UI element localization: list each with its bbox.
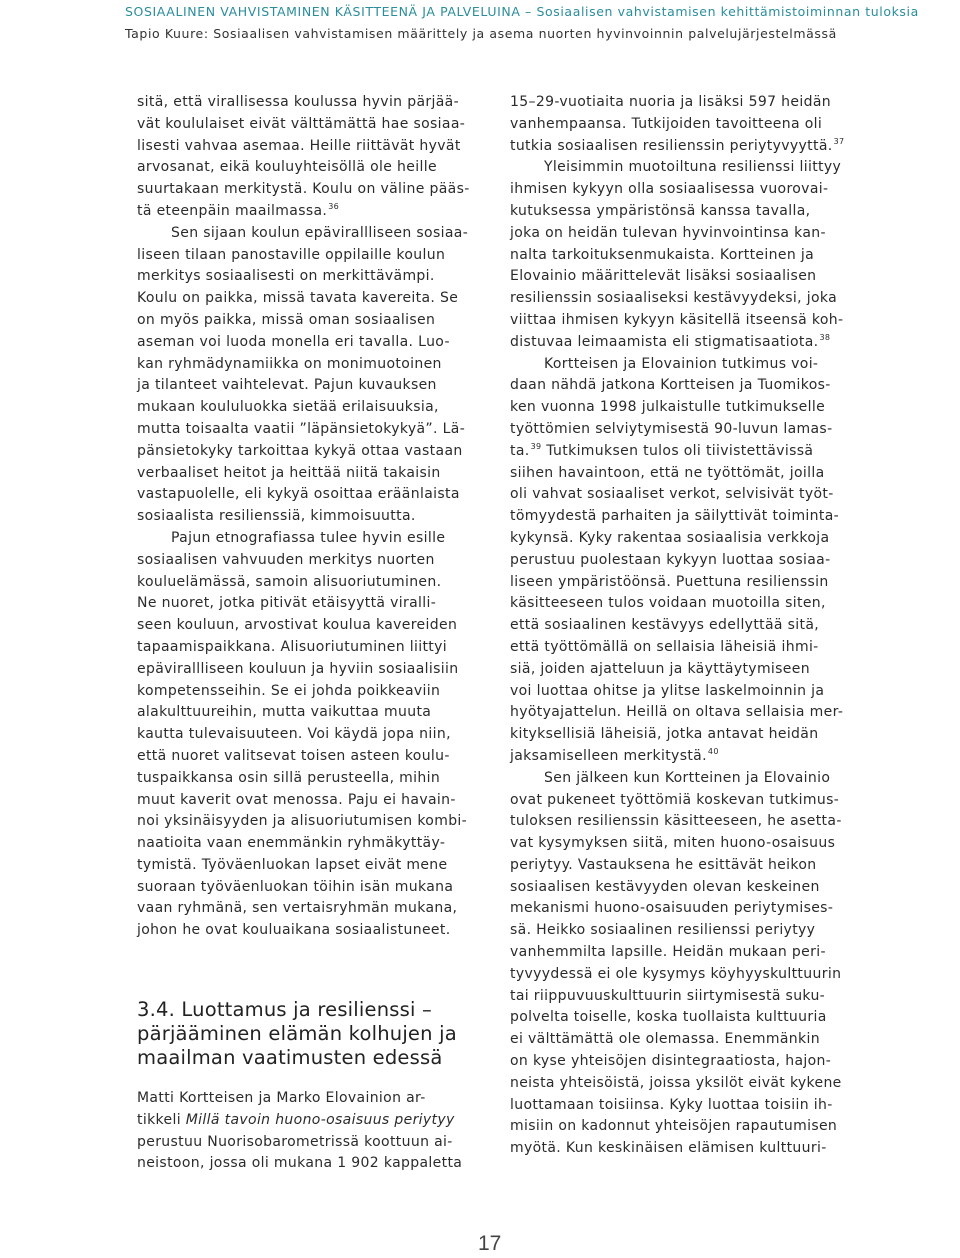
text-line: tymistä. Työväenluokan lapset eivät mene — [137, 856, 448, 873]
text-line: Elovainio määrittelevät lisäksi sosiaalisen — [510, 268, 817, 285]
text-line: liseen ympäristöönsä. Puettuna resilienssin — [510, 573, 829, 590]
text-line: vastapuolelle, eli kykyä osoittaa eräänlaista — [137, 486, 460, 503]
footnote-ref: 40 — [707, 746, 719, 756]
footnote-ref: 37 — [833, 136, 845, 146]
text-line: kityksellisiä läheisiä, jotka antavat heidän — [510, 726, 819, 743]
text-line: käsitteeseen tulos voidaan muotoilla siten, — [510, 595, 826, 612]
text-line: johon he ovat kouluaikana sosiaalistuneet. — [137, 922, 451, 939]
footnote-ref: 39 — [530, 441, 542, 451]
text-line: Ne nuoret, jotka pitivät etäisyyttä viralli- — [137, 595, 437, 612]
publication-title: SOSIAALINEN VAHVISTAMINEN KÄSITTEENÄ JA PALVELUINA – Sosiaalisen vahvistamisen kehittämistoiminnan tuloksia — [125, 4, 919, 19]
text-line: tapaamispaikkana. Alisuoriutuminen liittyi — [137, 638, 448, 655]
text-line: että sosiaalinen kestävyys edellyttää sitä, — [510, 617, 820, 634]
text-line: ei välttämättä ole olemassa. Enemmänkin — [510, 1031, 820, 1048]
text-line: sosiaalista resilienssiä, kimmoisuutta. — [137, 508, 416, 525]
running-header — [125, 4, 945, 42]
text-line: alakulttuureihin, mutta vaikuttaa muuta — [137, 704, 432, 721]
text-line: perustuu Nuorisobarometrissä koottuun ai- — [137, 1133, 453, 1150]
text-line: ihmisen kykyyn olla sosiaalisessa vuorovai- — [510, 181, 829, 198]
left-column — [137, 92, 482, 1175]
text-line: oli vahvat sosiaaliset verkot, selvisivät työt- — [510, 486, 834, 503]
text-line: Yleisimmin muotoiltuna resilienssi liittyy — [544, 159, 842, 176]
text-line: siihen havaintoon, että ne työttömät, joilla — [510, 464, 825, 481]
text-line: ovat pukeneet työttömiä koskevan tutkimus- — [510, 791, 840, 808]
heading-line: pärjääminen elämän kolhujen ja — [137, 1022, 457, 1046]
text-line: 15–29-vuotiaita nuoria ja lisäksi 597 heidän — [510, 94, 831, 110]
heading-line: maailman vaatimusten edessä — [137, 1046, 443, 1070]
page-number: 17 — [478, 1232, 502, 1255]
text-line: Sen jälkeen kun Kortteinen ja Elovainio — [544, 769, 831, 786]
text-line: noi yksinäisyyden ja alisuoriutumisen kombi- — [137, 813, 468, 830]
text-line: tömyydestä parhaiten ja säilyttivät toiminta- — [510, 508, 840, 525]
text-line: vät koululaiset eivät välttämättä hae sosiaa- — [137, 115, 466, 132]
text-line: pänsietokyky tarkoittaa kykyä ottaa vastaan — [137, 442, 463, 459]
text-line: naatioita vaan enemmänkin ryhmäkyttäy- — [137, 835, 446, 852]
text-line: jaksamiselleen merkitystä.$^{40}$ — [510, 746, 719, 764]
text-line: kan ryhmädynamiikka on monimuotoinen — [137, 355, 442, 372]
text-line: Matti Kortteisen ja Marko Elovainion ar- — [137, 1090, 426, 1107]
text-line: seen kouluun, arvostivat koulua kavereiden — [137, 617, 458, 634]
text-line: neista yhteisöistä, joissa yksilöt eivät kykene — [510, 1074, 842, 1091]
text-line: sä. Heikko sosiaalinen resilienssi periytyy — [510, 922, 816, 939]
text-line: tikkeli Millä tavoin huono-osaisuus periytyy — [137, 1111, 455, 1128]
text-line: suurtakaan merkitystä. Koulu on väline pääs- — [137, 181, 470, 198]
text-line: perustuu puolestaan kykyyn luottaa sosiaa- — [510, 551, 831, 568]
text-line: resilienssin sosiaaliseksi kestävyydeksi, joka — [510, 290, 838, 307]
text-line: tai riippuvuuskulttuurin siirtymisestä suku- — [510, 987, 826, 1004]
heading-line: 3.4. Luottamus ja resilienssi – — [137, 998, 432, 1022]
text-line: viittaa ihmisen kykyyn käsitellä itseensä koh- — [510, 311, 844, 328]
text-line: Kortteisen ja Elovainion tutkimus voi- — [544, 355, 819, 372]
text-line: myötä. Kun keskinäisen elämisen kulttuuri- — [510, 1140, 827, 1157]
text-line: polvelta toiselle, koska tuollaista kulttuuria — [510, 1009, 827, 1026]
text-line: distuvaa leimaamista eli stigmatisaatiota.$^{38}$ — [510, 332, 831, 350]
text-line: sosiaalisen vahvuuden merkitys nuorten — [137, 551, 435, 568]
text-line: että työttömällä on sellaisia läheisiä ihmi- — [510, 638, 819, 655]
text-line: periytyy. Vastauksena he esittävät heikon — [510, 856, 817, 873]
text-line: vaan ryhmänä, sen vertaisryhmän mukana, — [137, 900, 458, 917]
text-line: vat kysymyksen siitä, miten huono-osaisuus — [510, 835, 836, 852]
section-heading — [137, 998, 482, 1070]
text-line: vanhempaansa. Tutkijoiden tavoitteena oli — [510, 115, 823, 132]
text-line: arvosanat, eikä kouluyhteisöllä ole heille — [137, 159, 437, 176]
text-line: liseen tilaan panostaville oppilaille koulun — [137, 246, 446, 263]
text-line: sitä, että virallisessa koulussa hyvin pärjää- — [137, 94, 459, 110]
text-line: vanhemmilta lapsille. Heidän mukaan peri- — [510, 944, 826, 961]
text-line: Pajun etnografiassa tulee hyvin esille — [171, 529, 446, 546]
text-line: tä eteenpäin maailmassa.$^{36}$ — [137, 201, 340, 219]
text-line: on kyse yhteisöjen disintegraatiosta, hajon- — [510, 1053, 832, 1070]
text-line: hyötyajattelun. Heillä on oltava sellaisia mer- — [510, 704, 844, 721]
text-line: misiin on kadonnut yhteisöjen rapautumisen — [510, 1118, 838, 1135]
article-title: Millä tavoin huono-osaisuus periytyy — [185, 1111, 455, 1128]
text-line: merkitys sosiaalisesti on merkittävämpi. — [137, 268, 435, 285]
text-line: muut kaverit ovat menossa. Paju ei havain- — [137, 791, 456, 808]
text-line: epävirallliseen kouluun ja hyviin sosiaalisiin — [137, 660, 459, 677]
text-line: ken vuonna 1998 julkaistulle tutkimukselle — [510, 399, 826, 416]
text-line: ta.$^{39}$ Tutkimuksen tulos oli tiivistettävissä — [510, 441, 814, 459]
text-line: mutta toisaalta vaatii ”läpänsietokykyä”. Lä- — [137, 420, 466, 437]
text-line: kautta tulevaisuuteen. Voi käydä jopa niin, — [137, 726, 451, 743]
text-line: daan nähdä jatkona Kortteisen ja Tuomikos- — [510, 377, 831, 394]
text-line: neistoon, jossa oli mukana 1 902 kappaletta — [137, 1155, 463, 1172]
text-line: mekanismi huono-osaisuuden periytymises- — [510, 900, 834, 917]
text-line: kouluelämässä, samoin alisuoriutuminen. — [137, 573, 442, 590]
text-line: on myös paikka, missä oman sosiaalisen — [137, 311, 436, 328]
text-line: voi luottaa ohitse ja ylitse laskelmoinnin ja — [510, 682, 825, 699]
text-line: lisesti vahvaa asemaa. Heille riittävät hyvät — [137, 137, 461, 154]
text-line: kykynsä. Kyky rakentaa sosiaalisia verkkoja — [510, 529, 830, 546]
text-line: luottamaan toisiinsa. Kyky luottaa toisiin ih- — [510, 1096, 833, 1113]
text-line: Koulu on paikka, missä tavata kavereita. Se — [137, 290, 459, 307]
text-line: kutuksessa ympäristönsä kanssa tavalla, — [510, 202, 811, 219]
text-line: joka on heidän tulevan hyvinvointinsa kan- — [510, 224, 826, 241]
text-line: ja tilanteet vaihtelevat. Pajun kuvauksen — [137, 377, 437, 394]
chapter-title: Tapio Kuure: Sosiaalisen vahvistamisen määrittely ja asema nuorten hyvinvoinnin palvelujärjestelmässä — [125, 26, 837, 41]
text-line: aseman voi luoda monella eri tavalla. Luo- — [137, 333, 450, 350]
text-line: tuspaikkansa osin sillä perusteella, mihin — [137, 769, 441, 786]
text-line: kompetensseihin. Se ei johda poikkeaviin — [137, 682, 441, 699]
text-line: siä, joiden ajatteluun ja käyttäytymiseen — [510, 660, 810, 677]
text-line: mukaan koululuokka sietää erilaisuuksia, — [137, 399, 439, 416]
footnote-ref: 38 — [819, 332, 831, 342]
right-column — [510, 92, 855, 1160]
section-intro — [137, 1088, 482, 1175]
text-line: tuloksen resilienssin käsitteeseen, he asetta- — [510, 813, 842, 830]
text-line: tyvyydessä ei ole kysymys köyhyyskulttuurin — [510, 965, 842, 982]
text-line: että nuoret valitsevat toisen asteen koulu- — [137, 747, 450, 764]
text-line: työttömien selviytymisestä 90-luvun lamas- — [510, 420, 833, 437]
text-line: verbaaliset heitot ja heittää niitä takaisin — [137, 464, 441, 481]
text-line: nalta tarkoituksenmukaista. Kortteinen ja — [510, 246, 815, 263]
footnote-ref: 36 — [328, 201, 340, 211]
text-line: sosiaalisen kestävyyden olevan keskeinen — [510, 878, 820, 895]
text-line: suoraan työväenluokan töihin isän mukana — [137, 878, 454, 895]
text-line: tutkia sosiaalisen resilienssin periytyvyyttä.$^{37}$ — [510, 136, 845, 154]
text-line: Sen sijaan koulun epävirallliseen sosiaa- — [171, 224, 469, 241]
